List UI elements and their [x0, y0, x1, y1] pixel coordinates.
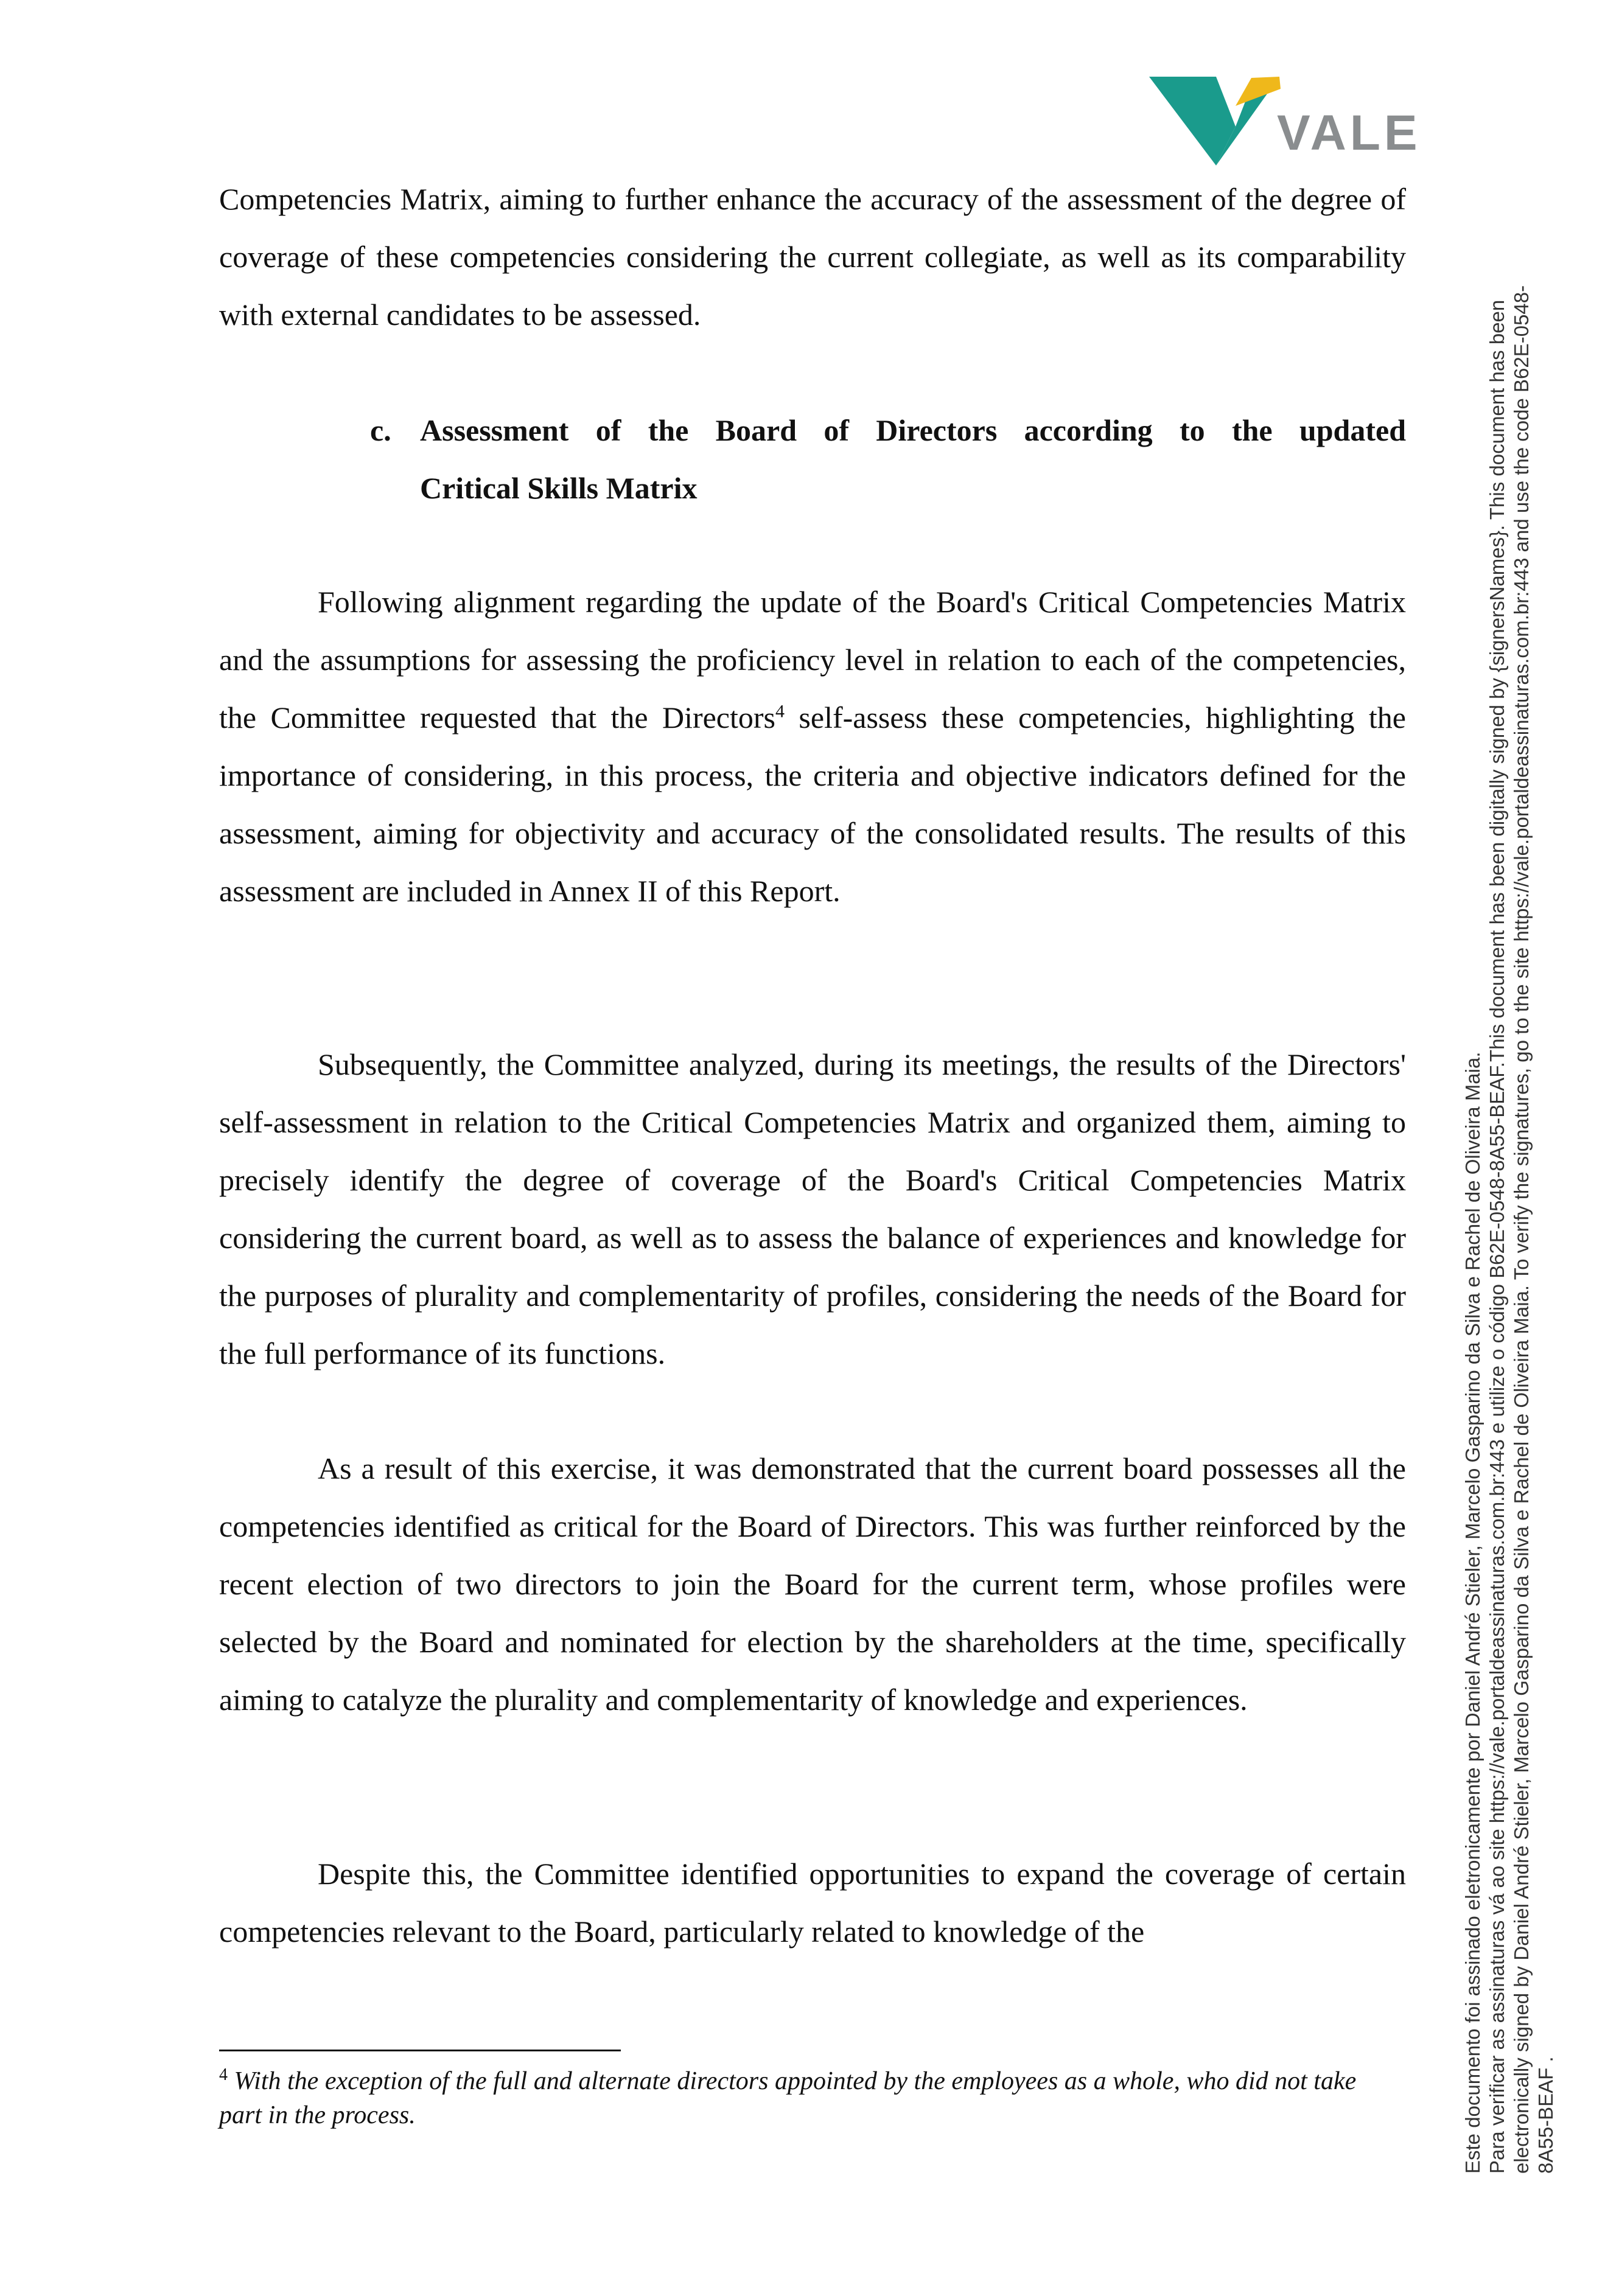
footnote	[219, 2064, 1376, 2132]
footnote-number: 4	[219, 2065, 228, 2084]
vale-logo-wordmark: VALE	[1277, 105, 1421, 161]
section-heading-line-1: Assessment of the Board of Directors according to the updated	[420, 413, 1406, 447]
section-heading	[370, 402, 1406, 517]
section-heading-line-2: Critical Skills Matrix	[420, 471, 698, 505]
paragraph-following-text-2: self-assess these competencies, highlighting the importance of considering, in this process, the criteria and objective indicators defined for the assessment, aiming for objectivity and accuracy of the consolidated results. The results of this assessment are included in Annex II of this Report.	[219, 700, 1407, 908]
signature-strip	[1461, 62, 1582, 2174]
intro-paragraph: Competencies Matrix, aiming to further enhance the accuracy of the assessment of the degree of coverage of these competencies considering the current collegiate, as well as its comparability with external candidates to be assessed.	[219, 182, 1406, 332]
paragraph-following-text-1: Following alignment regarding the update of the Board's Critical Competencies Matrix and the assumptions for assessing the proficiency level in relation to each of the competencies, the Committee requested that the Directors	[219, 585, 1406, 735]
paragraph-following	[219, 573, 1406, 920]
signature-line-2: Para verificar as assinaturas vá ao site https://vale.portaldeassinaturas.com.br:443 e utilize o código B62E-0548-8A55-BEAF.This document has been digitally signed by {signersNames}. This document has been	[1486, 299, 1508, 2174]
paragraph-subsequently: Subsequently, the Committee analyzed, during its meetings, the results of the Directors' self-assessment in relation to the Critical Competencies Matrix and organized them, aiming to precisely identify the degree of coverage of the Board's Critical Competencies Matrix considering the current board, as well as to assess the balance of experiences and knowledge for the purposes of plurality and complementarity of profiles, considering the needs of the Board for the full performance of its functions.	[219, 1047, 1406, 1370]
signature-line-4: 8A55-BEAF .	[1534, 2056, 1557, 2174]
footnote-text: With the exception of the full and alternate directors appointed by the employees as a whole, who did not take part in the process.	[219, 2067, 1357, 2129]
paragraph-result: As a result of this exercise, it was demonstrated that the current board possesses all the competencies identified as critical for the Board of Directors. This was further reinforced by the recent election of two directors to join the Board for the current term, whose profiles were selected by the Board and nominated for election by the shareholders at the time, specifically aiming to catalyze the plurality and complementarity of knowledge and experiences.	[219, 1451, 1406, 1717]
section-heading-letter: c.	[370, 413, 391, 447]
signature-line-3: electronically signed by Daniel André Stieler, Marcelo Gasparino da Silva e Rachel de Oliveira Maia. To verify the signatures, go to the site https://vale.portaldeassinaturas.com.br:443 and use the code B62E-0548-	[1510, 285, 1533, 2174]
signature-line-1: Este documento foi assinado eletronicamente por Daniel André Stieler, Marcelo Gasparino da Silva e Rachel de Oliveira Maia.	[1461, 1052, 1484, 2174]
footnote-divider	[219, 2050, 621, 2051]
footnote-reference: 4	[775, 701, 785, 722]
paragraph-despite: Despite this, the Committee identified opportunities to expand the coverage of certain competencies relevant to the Board, particularly related to knowledge of the	[219, 1857, 1406, 1949]
